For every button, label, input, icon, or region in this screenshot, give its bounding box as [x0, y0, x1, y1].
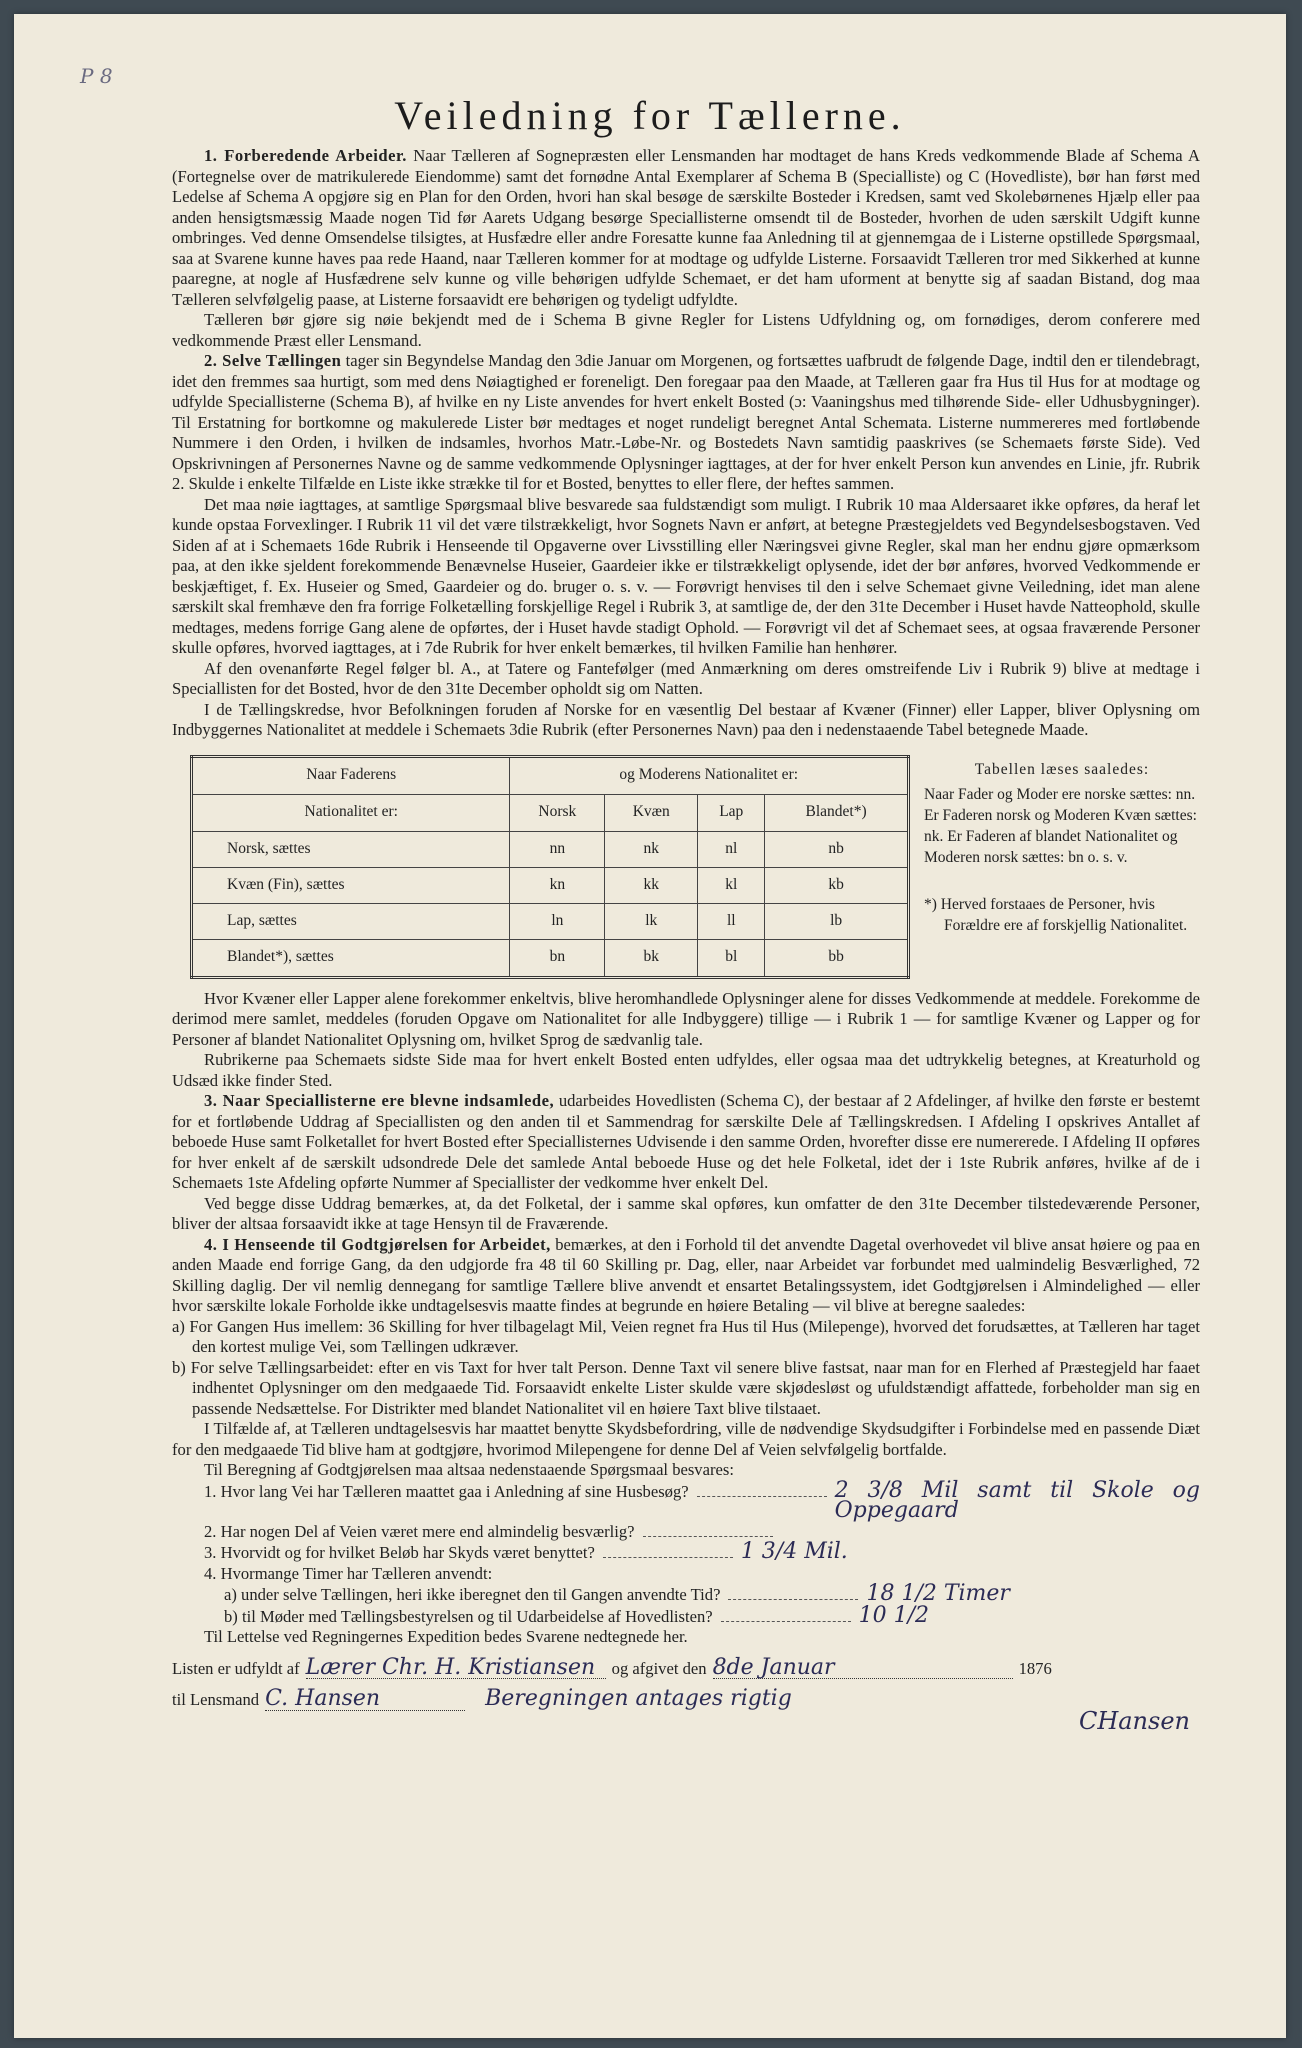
table-legend: [924, 759, 1200, 936]
lensmand-remark: Beregningen antages rigtig: [485, 1686, 792, 1711]
answer-leader: [697, 1496, 827, 1497]
table-group-header: og Moderens Nationalitet er:: [510, 756, 909, 794]
section-4-heading: 4. I Henseende til Godtgjørelsen for Arbeidet,: [204, 1234, 551, 1254]
year: 1876: [1018, 1658, 1052, 1678]
page-title: Veiledning for Tællerne.: [394, 93, 906, 138]
table-cell: ll: [698, 903, 765, 939]
table-cell: nn: [510, 831, 605, 867]
question-text: 3. Hvorvidt og for hvilket Beløb har Skyds været benyttet?: [204, 1543, 595, 1562]
table-row: [192, 831, 909, 867]
signature-line: [172, 1654, 1200, 1680]
table-cell: lk: [605, 903, 698, 939]
table-corner-bottom: Nationalitet er:: [192, 794, 510, 831]
table-cell: kl: [698, 867, 765, 903]
section-3-heading: 3. Naar Speciallisterne ere blevne indsamlede,: [204, 1091, 555, 1110]
lensmand-label: til Lensmand: [172, 1690, 260, 1709]
section-1-text: Naar Tælleren af Sognepræsten eller Lensmanden har modtaget de hans Kreds vedkommende Blade af Schema A (Fortegnelse over de matrikulerede Eiendomme) samt det fornødne Antal Exemplarer af Schema B (Specialliste) og C (Hovedliste), bør han først med Ledelse af Schema A opgjøre sig en Plan for den Orden, hvori han skal besøge de særskilte Bosteder i Kredsen, samt ved Skolebørnenes Hjælp eller paa anden hensigtsmæssig Maade nogen Tid før Aarets Udgang besørge Speciallisterne omsendt til de Bosteder, hvorhen de uden særskilt Udgift kunne ombringes. Ved denne Omsendelse tilsigtes, at Husfædre eller andre Foresatte kunne faa Anledning til at gjennemgaa de i Listerne opstillede Spørgsmaal, saa at Svarene kunne haves paa rede Haand, naar Tælleren kommer for at modtage og udfylde Listerne. Forsaavidt Tælleren tror med Sikkerhed at kunne paaregne, at nogle af Husfædrene selv kunne og ville behørigen udfylde Schemaet, er det ham uforment at benytte sig af saadan Bistand, dog maa Tælleren selvfølgelig paase, at Listerne forsaavidt ere behørigen og tydeligt udfyldte.: [172, 146, 1200, 309]
question-row: [204, 1564, 1200, 1585]
table-row-label: Norsk, sættes: [192, 831, 510, 867]
section-2-p3: Af den ovenanførte Regel følger bl. A., at Tatere og Fantefølger (med Anmærkning om deres omstreifende Liv i Rubrik 9) blive at medtage i Speciallisten for det Bosted, hvor de den 31te December opholdt sig om Natten.: [172, 658, 1200, 698]
table-row-label: Kvæn (Fin), sættes: [192, 867, 510, 903]
section-1-heading: 1. Forberedende Arbeider.: [204, 146, 407, 165]
table-corner-top: Naar Faderens: [192, 756, 510, 794]
table-row: [192, 939, 909, 977]
question-text: a) under selve Tællingen, heri ikke iberegnet den til Gangen anvendte Tid?: [224, 1585, 721, 1604]
nationality-table: [190, 755, 910, 979]
lensmand-name: C. Hansen: [265, 1689, 465, 1711]
answer-leader: [728, 1599, 858, 1600]
table-row: [192, 867, 909, 903]
lensmand-line: [172, 1686, 1200, 1711]
question-row: [204, 1477, 1200, 1523]
section-2-text: tager sin Begyndelse Mandag den 3die Januar om Morgenen, og fortsættes uafbrudt de følgende Dage, indtil den er tilendebragt, idet den fremmes saa hurtigt, som med dens Nøiagtighed er foreneligt. Den foregaar paa den Maade, at Tælleren gaar fra Hus til Hus for at modtage og udfylde Speciallisterne (Schema B), af hvilke en ny Liste anvendes for hvert enkelt Bosted (ɔ: Vaaningshus med tilhørende Side- eller Udhusbygninger). Til Erstatning for bortkomne og makulerede Lister bør medtages et noget rundeligt beregnet Antal Schemata. Listerne nummereres med fortløbende Nummere i den Orden, i hvilken de indsamles, hvorhos Matr.-Løbe-Nr. og Bostedets Navn samtidig paaskrives (se Schemaets første Side). Ved Opskrivningen af Personernes Navne og de samme vedkommende Oplysninger iagttages, at der for hver enkelt Person kun anvendes en Linie, jfr. Rubrik 2. Skulde i enkelte Tilfælde en Liste ikke strække til for et Bosted, benyttes to eller flere, der heftes sammen.: [172, 351, 1200, 493]
table-cell: bn: [510, 939, 605, 977]
section-4-item-b: b) For selve Tællingsarbeidet: efter en vis Taxt for hver talt Person. Denne Taxt vil senere blive fastsat, naar man for en Flerhed af Præstegjeld har faaet indhentet Oplysninger om den medgaaede Tid. Forsaavidt enkelte Lister skulde være skjødesløst og ufuldstændigt affattede, forbeholder man sig en passende Nedsættelse. For Distrikter med blandet Nationalitet vil en høiere Taxt blive tilstaaet.: [172, 1357, 1200, 1418]
section-4-text: bemærkes, at den i Forhold til det anvendte Dagetal overhovedet vil blive ansat høiere og paa en anden Maade end forrige Gang, da den udgjorde fra 48 til 60 Skilling pr. Dag, eller, naar Arbeidet var forbundet med ualmindelig Besværlighed, 72 Skilling daglig. Der vil nemlig dennegang for samtlige Tællere blive anvendt et ensartet Betalingssystem, idet Godtgjørelsen i Almindelighed — eller hvor særskilte lokale Forholde ikke undtagelsesvis maatte findes at begrunde en høiere Betaling — vil blive at beregne saaledes:: [172, 1234, 1201, 1315]
table-legend-heading: Tabellen læses saaledes:: [974, 760, 1150, 778]
question-text: 4. Hvormange Timer har Tælleren anvendt:: [204, 1563, 493, 1583]
question-text: 2. Har nogen Del af Veien været mere end almindelig besværlig?: [204, 1521, 635, 1541]
nationality-table-area: [172, 755, 1200, 983]
table-cell: kn: [510, 867, 605, 903]
table-col-header: Blandet*): [765, 794, 909, 831]
section-4-item-a: a) For Gangen Hus imellem: 36 Skilling for hver tilbagelagt Mil, Veien regnet fra Hus til Hus (Milepenge), hvorved det forudsættes, at Tælleren har taget den kortest mulige Vei, som Tællingen udkræver.: [172, 1316, 1200, 1356]
table-cell: nb: [765, 831, 909, 867]
handwritten-answer: 1 3/4 Mil.: [740, 1539, 848, 1564]
table-cell: nl: [698, 831, 765, 867]
table-footnote: *) Herved forstaaes de Personer, hvis Forældre ere af forskjellig Nationalitet.: [924, 895, 1188, 934]
table-cell: bk: [605, 939, 698, 977]
section-4-p2: I Tilfælde af, at Tælleren undtagelsesvis har maattet benytte Skydsbefordring, ville de nødvendige Skydsudgifter i Forbindelse med en passende Diæt for den medgaaede Tid blive ham at godtgjøre, hvorimod Milepengene for denne Del af Veien selvfølgelig bortfalde.: [172, 1419, 1200, 1459]
handwritten-answer: 10 1/2: [858, 1602, 930, 1628]
table-row-label: Blandet*), sættes: [192, 939, 510, 977]
closing-note: Til Lettelse ved Regningernes Expedition bedes Svarene nedtegnede her.: [204, 1627, 688, 1646]
question-row: [204, 1602, 1200, 1628]
table-cell: nk: [605, 831, 698, 867]
table-legend-text: Naar Fader og Moder ere norske sættes: nn. Er Faderen norsk og Moderen Kvæn sættes: nk. Er Faderen af blandet Nationalitet og Moderen norsk sættes: bn o. s. v.: [924, 785, 1197, 866]
answer-leader: [721, 1621, 851, 1622]
document-body: [172, 146, 1201, 1735]
question-row: [204, 1522, 1200, 1543]
section-2-p4: I de Tællingskredse, hvor Befolkningen foruden af Norske for en væsentlig Del bestaar af Kvæner (Finner) eller Lapper, bliver Oplysning om Indbyggernes Nationalitet at meddele i Schemaets 3die Rubrik (efter Personernes Navn) paa den i nedenstaaende Tabel betegnede Maade.: [172, 699, 1200, 739]
table-row: [192, 903, 909, 939]
table-cell: kb: [765, 867, 909, 903]
filled-by-label: Listen er udfyldt af: [172, 1658, 300, 1678]
questions-list: [172, 1477, 1200, 1628]
section-3-p1: [172, 1091, 1200, 1194]
lensmand-signature: CHansen: [1078, 1706, 1190, 1735]
table-cell: kk: [605, 867, 698, 903]
section-4-p3: Til Beregning af Godtgjørelsen maa altsaa nedenstaaende Spørgsmaal besvares:: [204, 1460, 734, 1479]
section-2-p2: Det maa nøie iagttages, at samtlige Spørgsmaal blive besvarede saa fuldstændigt som muligt. I Rubrik 10 maa Aldersaaret ikke opføres, da heraf let kunde opstaa Forvexlinger. I Rubrik 11 vil det være tilstrækkeligt, hvor Sognets Navn er anført, at betegne Præstegjeldets ved Begyndelsesbogstaven. Ved Siden af at i Schemaets 16de Rubrik i Henseende til Opgaverne over Livsstilling eller Næringsvei givne Regler, skal man her endnu gjøre opmærksom paa, at den ikke sjeldent forekommende Benævnelse Huseier, Gaardeier ikke er tilstrækkeligt oplysende, idet der bør anføres, hvorved Vedkommende er beskjæftiget, f. Ex. Huseier og Smed, Gaardeier og do. bruger o. s. v. — Forøvrigt henvises til den i selve Schemaet givne Veiledning, idet man alene særskilt skal fremhæve den fra forrige Folketælling forskjellige Regel i Rubrik 3, at samtlige de, der den 31te December i Huset havde Natteophold, skulle medtages, medens forrige Gang alene de opførtes, der i Huset havde stadigt Ophold. — Forøvrigt vil det af Schemaet sees, at ogsaa fraværende Personer skulle opføres, hvorved iagttages, at i 7de Rubrik for hver enkelt bemærkes, til hvilken Familie han henhører.: [172, 494, 1200, 657]
table-col-header: Norsk: [510, 794, 605, 831]
handwritten-answer: 2 3/8 Mil samt til Skole og Oppegaard: [834, 1477, 1200, 1523]
table-cell: lb: [765, 903, 909, 939]
section-3-text: udarbeides Hovedlisten (Schema C), der bestaar af 2 Afdelinger, af hvilke den første er bestemt for et fortløbende Uddrag af Speciallisten og den anden til et Sammendrag for særskilte Dele af Tællingskredsen. I Afdeling I opskrives Antallet af beboede Huse samt Folketallet for hvert Bosted efter Speciallisternes Udvisende i den samme Orden, hvorefter disse ere numererede. I Afdeling II opføres for hver enkelt af de særskilt udsondrede Dele det samlede Antal beboede Huse og det hele Folketal, idet der i 1ste Rubrik anføres, hvilke af de i Schemaets 1ste Afdeling opførte Nummer af Speciallister der vedkomme hver enkelt Del.: [172, 1091, 1200, 1192]
table-cell: ln: [510, 903, 605, 939]
section-1-p2: Tælleren bør gjøre sig nøie bekjendt med de i Schema B givne Regler for Listens Udfyldning og, om fornødiges, derom conferere med vedkommende Præst eller Lensmand.: [172, 310, 1200, 350]
table-cell: bb: [765, 939, 909, 977]
filled-by-signature: Lærer Chr. H. Kristiansen: [306, 1658, 606, 1680]
after-table-p2: Rubrikerne paa Schemaets sidste Side maa for hvert enkelt Bosted enten udfyldes, eller ogsaa maa det udtrykkelig betegnes, at Kreaturhold og Udsæd ikke finder Sted.: [172, 1050, 1200, 1090]
table-row-label: Lap, sættes: [192, 903, 510, 939]
question-row: [204, 1539, 1200, 1564]
section-3-p2: Ved begge disse Uddrag bemærkes, at, da det Folketal, der i samme skal opføres, kun omfatter de den 31te December tilstedeværende Personer, bliver der altsaa forsaavidt ikke at tage Hensyn til de Fraværende.: [172, 1193, 1200, 1233]
question-row: [204, 1581, 1200, 1606]
section-2-heading: 2. Selve Tællingen: [204, 351, 342, 370]
margin-note: P 8: [80, 64, 113, 88]
submitted-label: og afgivet den: [611, 1658, 707, 1678]
table-col-header: Kvæn: [605, 794, 698, 831]
answer-leader: [603, 1557, 733, 1558]
question-text: b) til Møder med Tællingsbestyrelsen og til Udarbeidelse af Hovedlisten?: [224, 1606, 713, 1626]
submitted-date: 8de Januar: [713, 1658, 1013, 1680]
document-page: [14, 14, 1286, 2038]
after-table-p1: Hvor Kvæner eller Lapper alene forekommer enkeltvis, blive heromhandlede Oplysninger alene for disses Vedkommende at meddele. Forekomme de derimod mere samlet, meddeles (foruden Opgave om Nationalitet for alle Indbyggere) tillige — i Rubrik 1 — for samtlige Kvæner og Lapper og for Personer af blandet Nationalitet Oplysning om, hvilket Sprog de sædvanlig tale.: [172, 988, 1200, 1049]
section-1-p1: [172, 146, 1200, 310]
section-2-p1: [172, 351, 1200, 495]
table-col-header: Lap: [698, 794, 765, 831]
answer-leader: [643, 1536, 773, 1537]
table-cell: bl: [698, 939, 765, 977]
question-text: 1. Hvor lang Vei har Tælleren maattet gaa i Anledning af sine Husbesøg?: [204, 1481, 689, 1501]
handwritten-answer: 18 1/2 Timer: [866, 1581, 1010, 1606]
section-4-p1: [172, 1235, 1200, 1317]
